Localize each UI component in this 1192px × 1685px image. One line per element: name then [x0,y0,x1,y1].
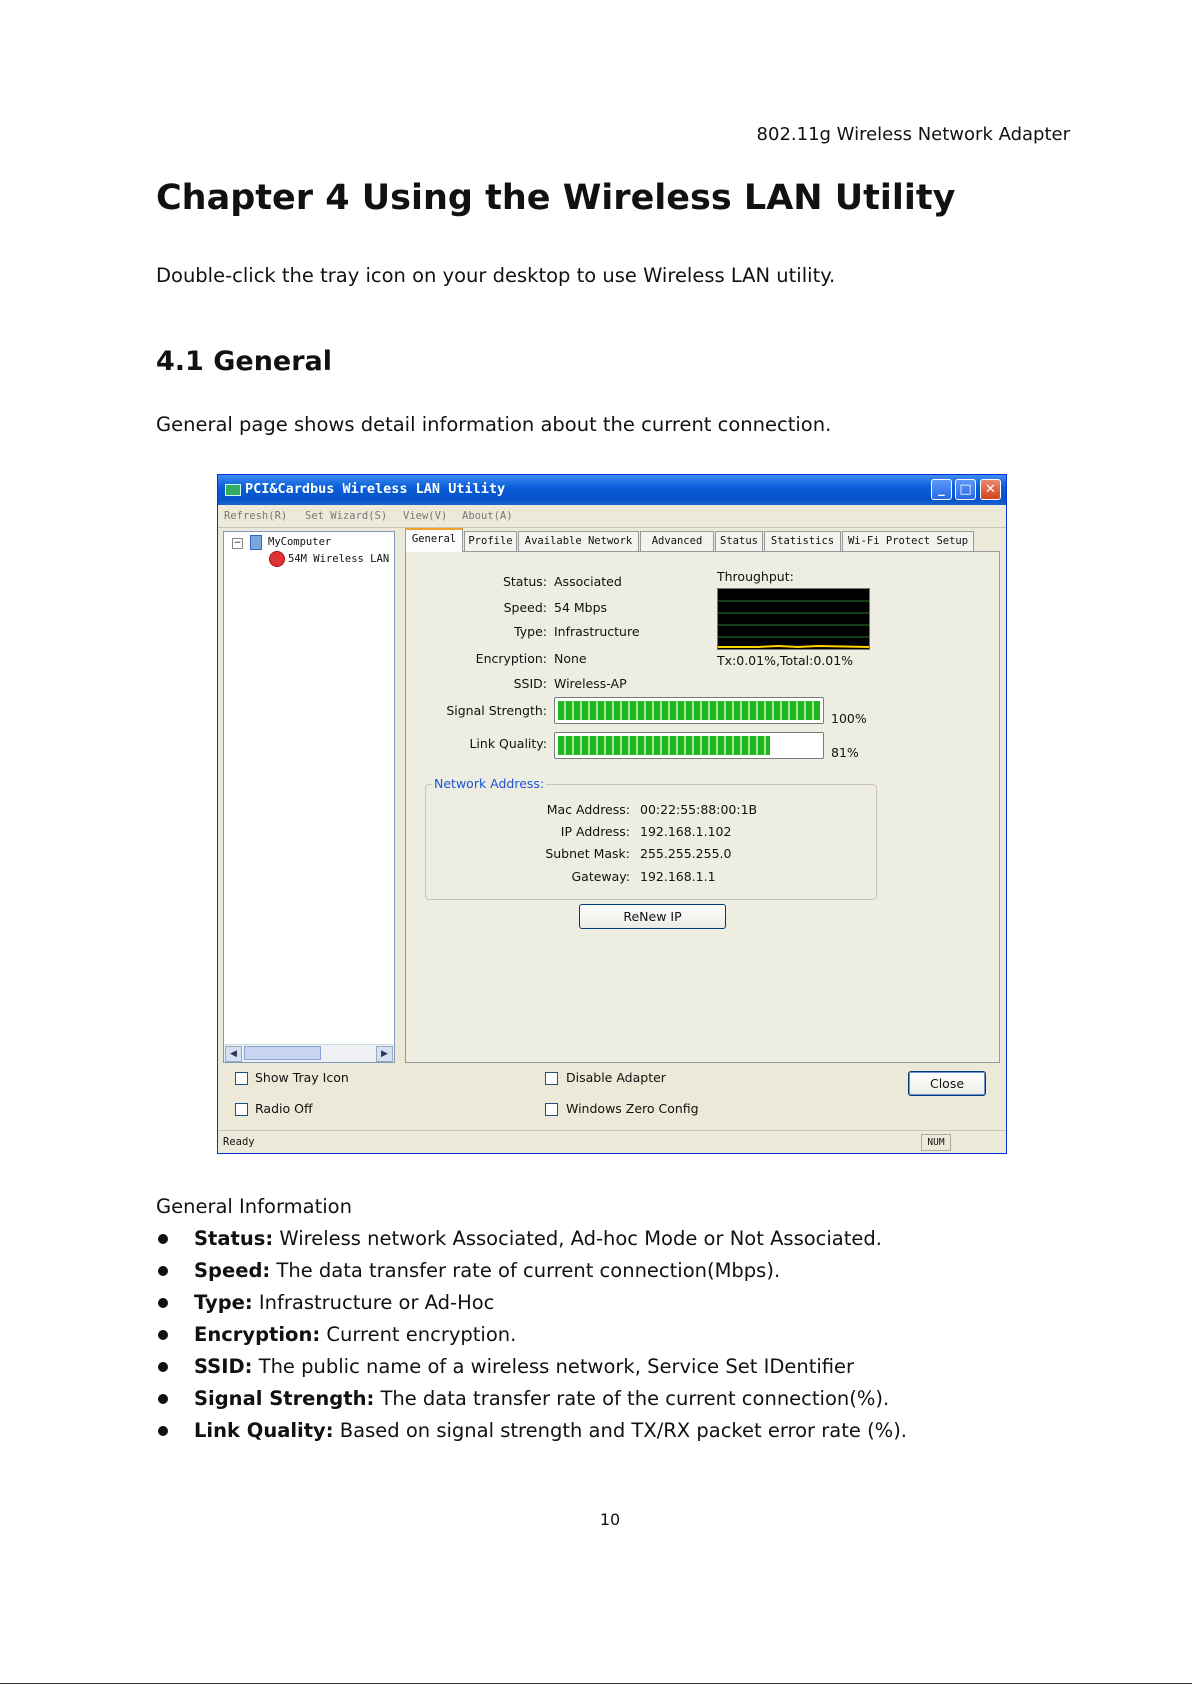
bullet-icon [158,1362,168,1372]
minimize-button[interactable]: _ [931,479,952,500]
throughput-grid [718,589,869,649]
list-item-desc: Infrastructure or Ad-Hoc [252,1291,495,1314]
device-tree [223,531,395,1063]
link-quality-bar [554,732,824,759]
disable-adapter-checkbox[interactable] [545,1072,558,1085]
link-quality-label: Link Quality: [469,736,547,751]
page-bottom-rule [0,1683,1192,1684]
link-quality-fill [558,736,770,755]
app-icon [225,484,241,496]
tree-horizontal-scrollbar[interactable] [224,1044,394,1062]
title-bar[interactable] [218,475,1006,505]
list-item-term: Encryption: [194,1323,321,1346]
show-tray-icon-label: Show Tray Icon [255,1070,349,1085]
tab-general[interactable]: General [405,528,463,552]
tab-available-network[interactable]: Available Network [518,531,639,551]
throughput-graph [717,588,870,650]
collapse-icon[interactable]: − [233,538,242,548]
chapter-intro: Double-click the tray icon on your desktop to use Wireless LAN utility. [156,264,836,287]
tree-item-adapter[interactable]: 54M Wireless LAN [288,553,390,565]
list-item-desc: The data transfer rate of the current connection(%). [374,1387,890,1410]
menu-about[interactable]: About(A) [462,510,513,522]
scroll-left-icon[interactable]: ◀ [225,1046,242,1062]
list-item-desc: Current encryption. [320,1323,517,1346]
link-quality-value: 81% [831,745,859,760]
ip-address-value: 192.168.1.102 [640,824,732,839]
encryption-value: None [554,651,587,666]
bullet-icon [158,1330,168,1340]
bullet-icon [158,1394,168,1404]
list-item [156,1387,907,1419]
tab-profile[interactable]: Profile [464,531,517,551]
network-address-group [425,776,877,900]
throughput-label: Throughput: [717,569,794,584]
windows-zero-config-checkbox[interactable] [545,1103,558,1116]
window-close-button[interactable]: ✕ [980,479,1001,500]
close-button[interactable]: Close [908,1071,986,1096]
bullet-icon [158,1266,168,1276]
list-item [156,1323,907,1355]
subnet-mask-value: 255.255.255.0 [640,846,732,861]
status-bar [218,1130,1006,1153]
signal-strength-value: 100% [831,711,867,726]
tab-statistics[interactable]: Statistics [764,531,841,551]
type-value: Infrastructure [554,624,640,639]
information-list [156,1227,907,1451]
ssid-value: Wireless-AP [554,676,627,691]
num-lock-indicator: NUM [921,1134,951,1151]
disable-adapter-label: Disable Adapter [566,1070,666,1085]
radio-off-label: Radio Off [255,1101,313,1116]
list-item-term: Status: [194,1227,274,1250]
menu-set-wizard[interactable]: Set Wizard(S) [305,510,388,522]
chapter-title: Chapter 4 Using the Wireless LAN Utility [156,178,956,218]
gateway-label: Gateway: [571,869,630,884]
bullet-icon [158,1234,168,1244]
signal-strength-fill [558,701,820,720]
throughput-readout: Tx:0.01%,Total:0.01% [717,653,854,668]
network-address-legend: Network Address: [434,776,545,791]
running-header: 802.11g Wireless Network Adapter [756,124,1070,145]
list-item [156,1419,907,1451]
gateway-value: 192.168.1.1 [640,869,716,884]
utility-window [217,474,1007,1154]
list-item-term: Signal Strength: [194,1387,375,1410]
ssid-label: SSID: [513,676,547,691]
speed-value: 54 Mbps [554,600,608,615]
list-item-term: Speed: [194,1259,271,1282]
bullet-icon [158,1426,168,1436]
tab-status[interactable]: Status [715,531,763,551]
windows-zero-config-label: Windows Zero Config [566,1101,699,1116]
tab-wifi-protect-setup[interactable]: Wi-Fi Protect Setup [842,531,974,551]
status-value: Associated [554,574,622,589]
tree-item-mycomputer[interactable]: MyComputer [268,536,332,548]
show-tray-icon-checkbox[interactable] [235,1072,248,1085]
list-item-term: Type: [194,1291,253,1314]
general-information-heading: General Information [156,1195,352,1218]
tab-advanced[interactable]: Advanced [640,531,714,551]
computer-icon [250,535,262,550]
page-number: 10 [599,1510,621,1529]
scroll-thumb[interactable] [244,1046,321,1060]
type-label: Type: [514,624,547,639]
list-item-term: Link Quality: [194,1419,334,1442]
list-item [156,1355,907,1387]
list-item-desc: The public name of a wireless network, Service Set IDentifier [252,1355,855,1378]
list-item-desc: Wireless network Associated, Ad-hoc Mode or Not Associated. [273,1227,882,1250]
radio-off-checkbox[interactable] [235,1103,248,1116]
mac-address-label: Mac Address: [546,802,630,817]
section-title: 4.1 General [156,346,333,377]
list-item-desc: The data transfer rate of current connection(Mbps). [270,1259,781,1282]
section-description: General page shows detail information about the current connection. [156,413,832,436]
list-item [156,1227,907,1259]
status-ready: Ready [223,1136,255,1148]
window-title: PCI&Cardbus Wireless LAN Utility [245,481,506,497]
wireless-adapter-icon [269,551,285,567]
menu-refresh[interactable]: Refresh(R) [224,510,288,522]
ip-address-label: IP Address: [560,824,630,839]
signal-strength-bar [554,697,824,724]
status-label: Status: [502,574,547,589]
renew-ip-button[interactable]: ReNew IP [579,904,726,929]
maximize-button[interactable]: □ [955,479,976,500]
list-item [156,1259,907,1291]
bullet-icon [158,1298,168,1308]
menu-bar [218,505,1006,528]
general-panel [405,551,1000,1063]
list-item-term: SSID: [194,1355,253,1378]
list-item-desc: Based on signal strength and TX/RX packet error rate (%). [333,1419,908,1442]
signal-strength-label: Signal Strength: [446,703,547,718]
mac-address-value: 00:22:55:88:00:1B [640,802,758,817]
scroll-right-icon[interactable]: ▶ [376,1046,393,1062]
speed-label: Speed: [503,600,547,615]
subnet-mask-label: Subnet Mask: [545,846,630,861]
encryption-label: Encryption: [475,651,547,666]
list-item [156,1291,907,1323]
menu-view[interactable]: View(V) [403,510,448,522]
